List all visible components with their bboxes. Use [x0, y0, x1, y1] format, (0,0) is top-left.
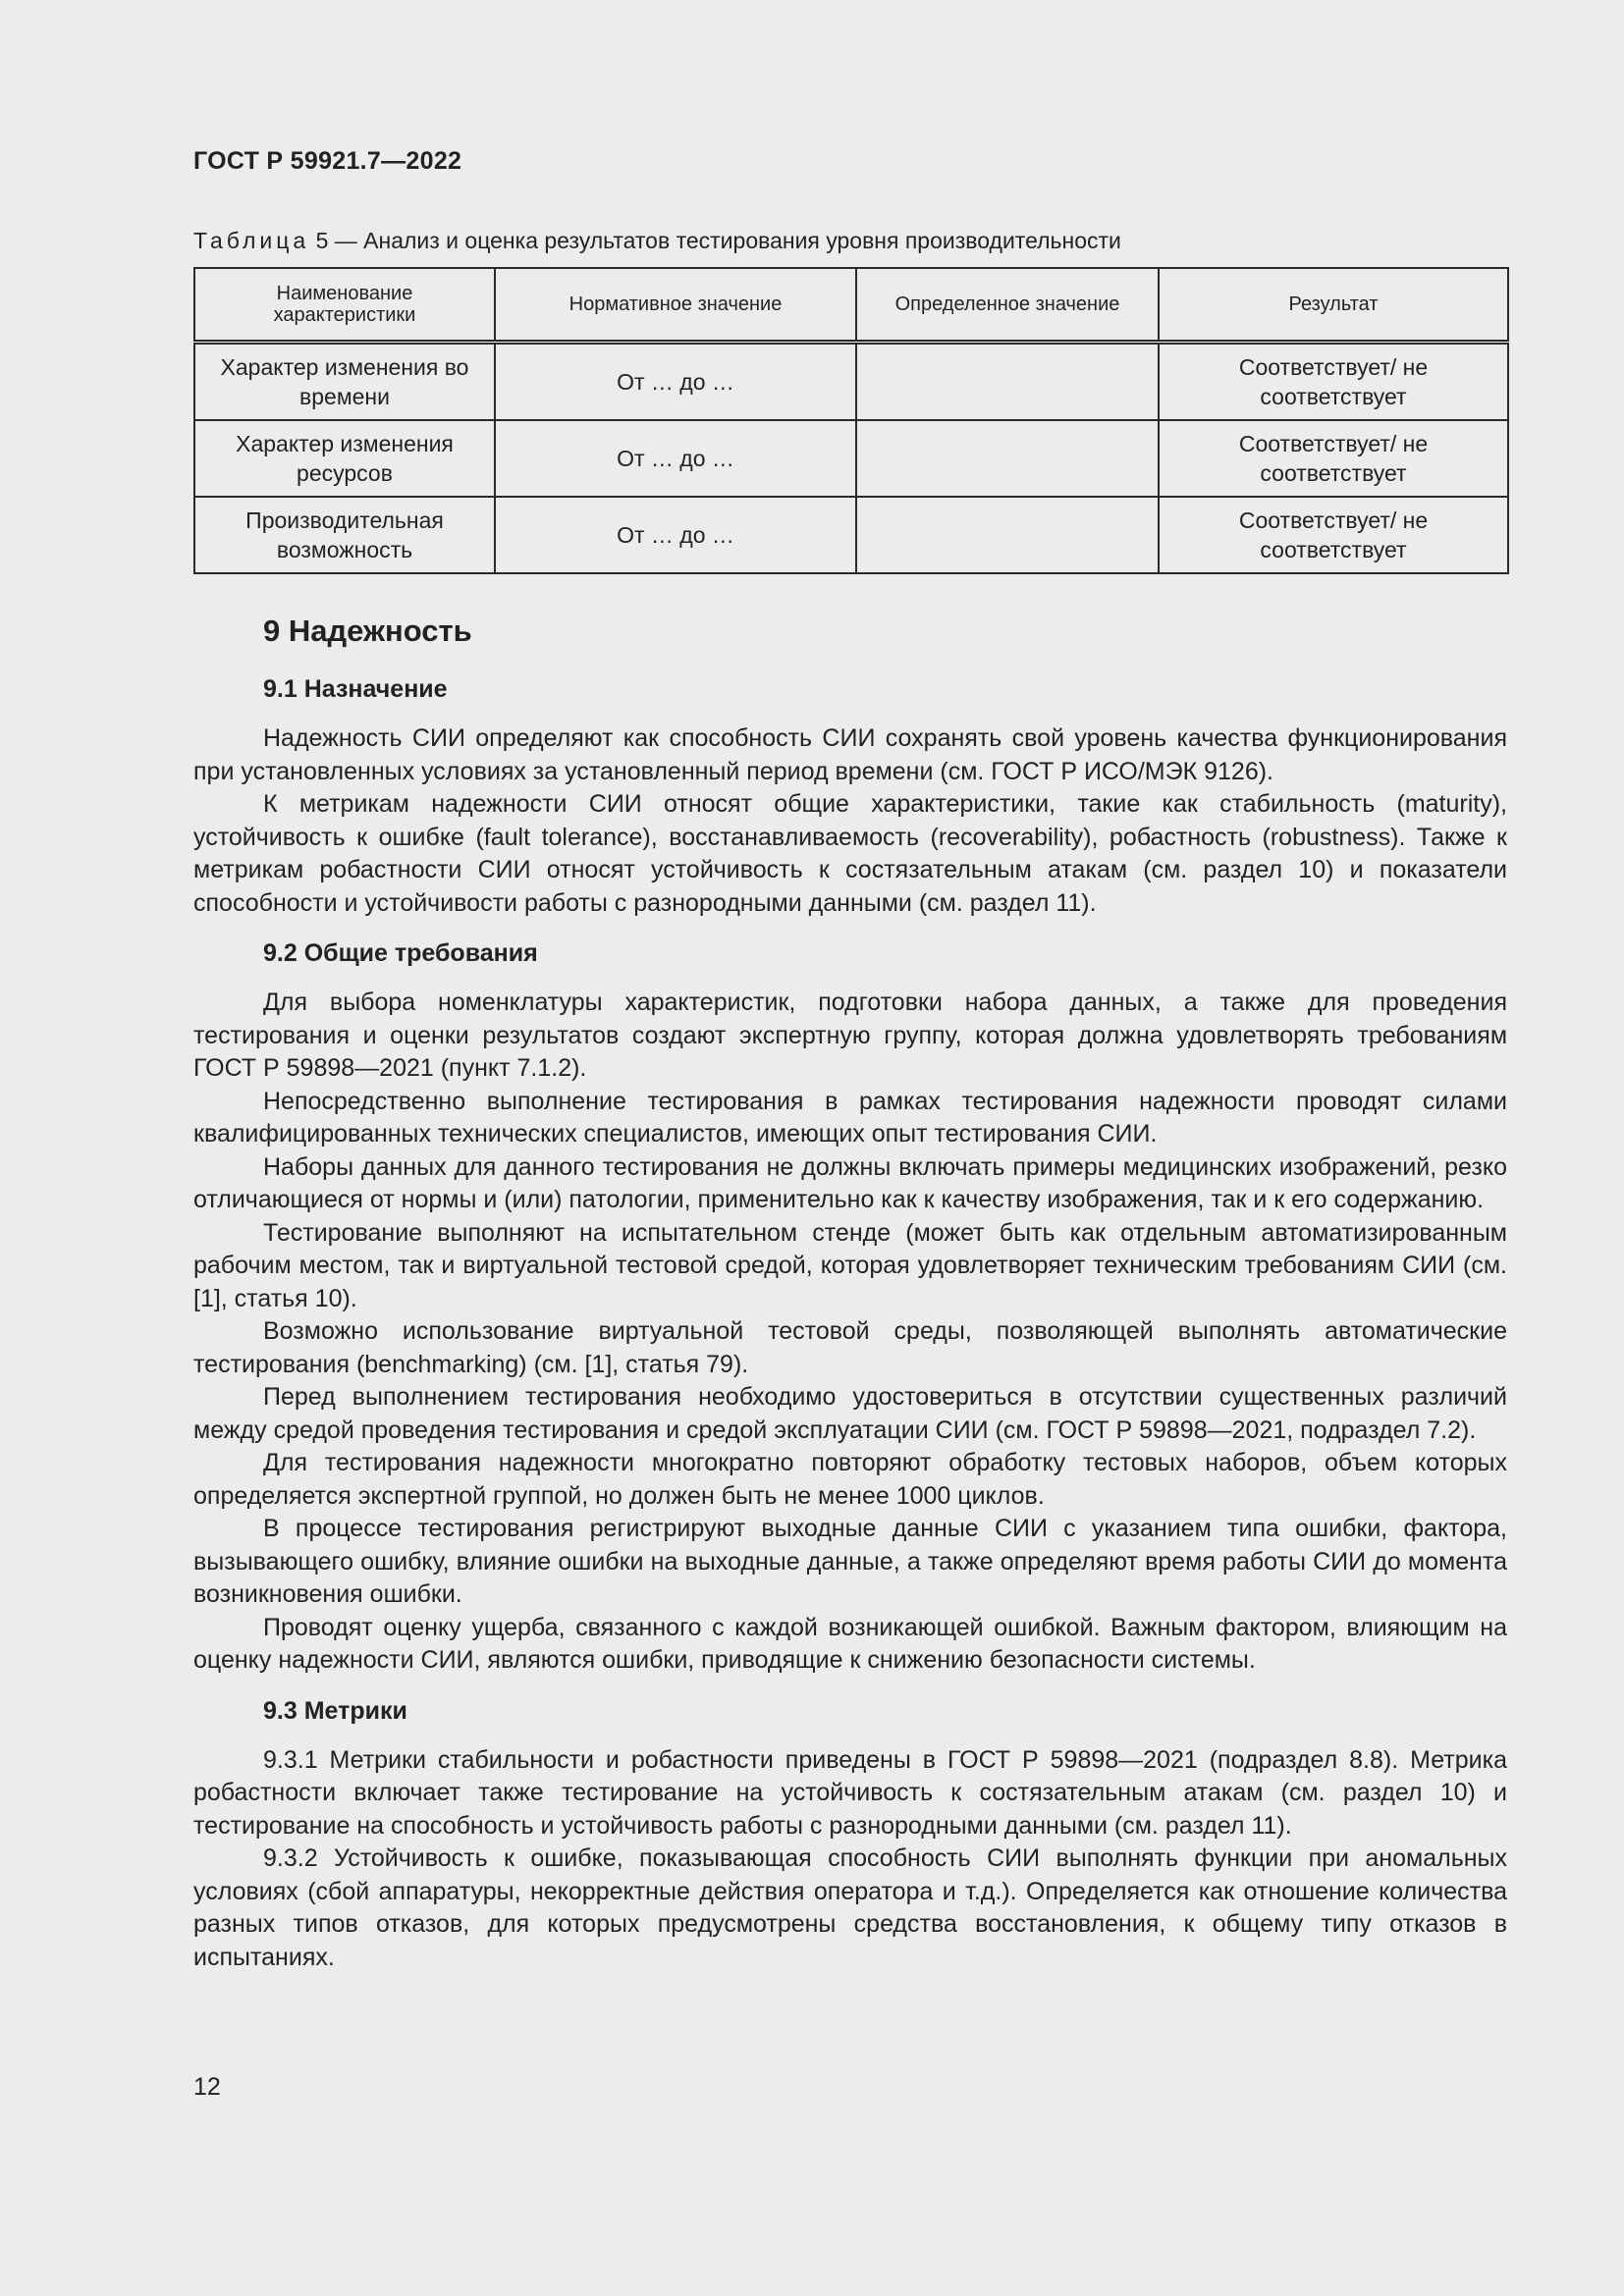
paragraph: Непосредственно выполнение тестирования в рамках тестирования надежности проводят силами квалифицированных технических специалистов, имеющих опыт тестирования СИИ. [193, 1087, 1507, 1148]
column-header-result: Результат [1159, 268, 1508, 343]
table-row [194, 497, 1508, 573]
paragraph: Тестирование выполняют на испытательном стенде (может быть как отдельным автоматизированным рабочим местом, так и виртуальной тестовой средой, которая удовлетворяет техническим требованиям СИИ (см. [1], статья 10). [193, 1218, 1507, 1312]
subsection-9-3-heading: 9.3 Метрики [263, 1696, 407, 1725]
paragraph: В процессе тестирования регистрируют выходные данные СИИ с указанием типа ошибки, фактора, вызывающего ошибку, влияние ошибки на выходные данные, а также определяют время работы СИИ до момента возникновения ошибки. [193, 1515, 1507, 1608]
subsection-9-2-heading: 9.2 Общие требования [263, 939, 538, 967]
paragraph: Возможно использование виртуальной тестовой среды, позволяющей выполнять автоматические тестирования (benchmarking) (см. [1], статья 79). [193, 1317, 1507, 1378]
cell-determined [856, 420, 1159, 497]
column-header-characteristic: Наименование характеристики [194, 268, 495, 343]
paragraph: 9.3.2 Устойчивость к ошибке, показывающая способность СИИ выполнять функции при аномальных условиях (сбой аппаратуры, некорректные действия оператора и т.д.). Определяется как отношение количества разных типов отказов, для которых предусмотрены средства восстановления, к общему типу отказов в испытаниях. [193, 1844, 1507, 1971]
cell-characteristic: Характер изменения ресурсов [194, 420, 495, 497]
document-code-header: ГОСТ Р 59921.7—2022 [193, 147, 462, 175]
cell-normative: От … до … [495, 343, 856, 421]
paragraph: Перед выполнением тестирования необходимо удостовериться в отсутствии существенных различий между средой проведения тестирования и средой эксплуатации СИИ (см. ГОСТ Р 59898—2021, подраздел 7.2). [193, 1383, 1507, 1444]
performance-results-table [193, 267, 1509, 574]
paragraph: Надежность СИИ определяют как способность СИИ сохранять свой уровень качества функционирования при установленных условиях за установленный период времени (см. ГОСТ Р ИСО/МЭК 9126). [193, 724, 1507, 785]
cell-result: Соответствует/ не соответствует [1159, 497, 1508, 573]
paragraph: Наборы данных для данного тестирования не должны включать примеры медицинских изображений, резко отличающиеся от нормы и (или) патологии, применительно как к качеству изображения, так и к его содержанию. [193, 1152, 1507, 1213]
table-row [194, 343, 1508, 421]
cell-characteristic: Характер изменения во времени [194, 343, 495, 421]
cell-normative: От … до … [495, 497, 856, 573]
paragraph: Проводят оценку ущерба, связанного с каждой возникающей ошибкой. Важным фактором, влияющим на оценку надежности СИИ, являются ошибки, приводящие к снижению безопасности системы. [193, 1613, 1507, 1674]
cell-determined [856, 343, 1159, 421]
section-9-content [193, 607, 1507, 1974]
section-9-heading: 9 Надежность [263, 614, 472, 648]
cell-characteristic: Производительная возможность [194, 497, 495, 573]
column-header-determined: Определенное значение [856, 268, 1159, 343]
table-caption [193, 228, 1121, 254]
table-caption-label: Таблица [193, 228, 310, 253]
subsection-9-1-heading: 9.1 Назначение [263, 675, 448, 703]
page-number: 12 [193, 2073, 221, 2101]
paragraph: К метрикам надежности СИИ относят общие характеристики, такие как стабильность (maturity), устойчивость к ошибке (fault tolerance), восстанавливаемость (recoverability), робастность (robustness). Также к метрикам робастности СИИ относят устойчивость к состязательным атакам (см. раздел 10) и показатели способности и устойчивости работы с разнородными данными (см. раздел 11). [193, 790, 1507, 917]
cell-determined [856, 497, 1159, 573]
table-row [194, 420, 1508, 497]
table-header-row [194, 268, 1508, 343]
paragraph: Для тестирования надежности многократно повторяют обработку тестовых наборов, объем которых определяется экспертной группой, но должен быть не менее 1000 циклов. [193, 1449, 1507, 1510]
paragraph: Для выбора номенклатуры характеристик, подготовки набора данных, а также для проведения тестирования и оценки результатов создают экспертную группу, которая должна удовлетворять требованиям ГОСТ Р 59898—2021 (пункт 7.1.2). [193, 988, 1507, 1082]
table-caption-text: 5 — Анализ и оценка результатов тестирования уровня производительности [309, 228, 1121, 253]
cell-result: Соответствует/ не соответствует [1159, 420, 1508, 497]
paragraph: 9.3.1 Метрики стабильности и робастности приведены в ГОСТ Р 59898—2021 (подраздел 8.8). Метрика робастности включает также тестирование на устойчивость к состязательным атакам (см. раздел 10) и тестирование на способность и устойчивость работы с разнородными данными (см. раздел 11). [193, 1745, 1507, 1840]
cell-normative: От … до … [495, 420, 856, 497]
cell-result: Соответствует/ не соответствует [1159, 343, 1508, 421]
column-header-normative: Нормативное значение [495, 268, 856, 343]
